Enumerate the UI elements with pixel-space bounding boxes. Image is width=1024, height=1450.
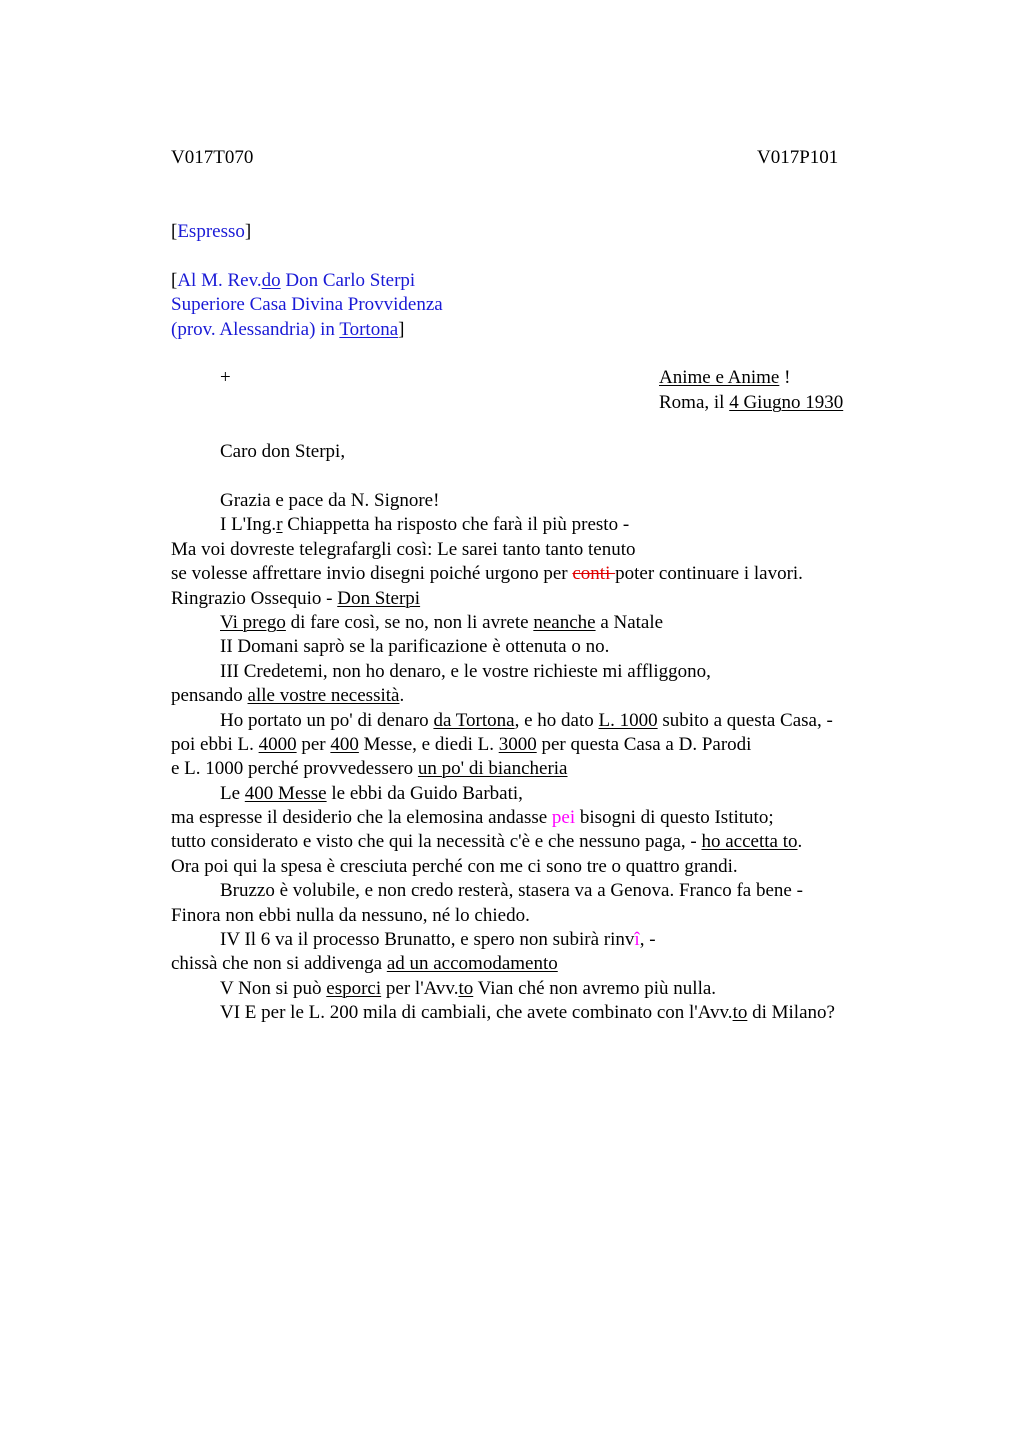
body-line: Ora poi qui la spesa è cresciuta perché con me ci sono tre o quattro grandi.	[171, 855, 738, 877]
archive-code-right: V017P101	[757, 147, 839, 168]
body-line: Ho portato un po' di denaro da Tortona, e ho dato L. 1000 subito a questa Casa, -	[220, 709, 833, 731]
body-line: VI E per le L. 200 mila di cambiali, che avete combinato con l'Avv.to di Milano?	[220, 1002, 835, 1024]
body-line: chissà che non si addivenga ad un accomodamento	[171, 953, 558, 975]
body-line: pensando alle vostre necessità.	[171, 685, 405, 707]
deleted-word: conti	[572, 563, 616, 585]
archive-code-left: V017T070	[171, 147, 254, 168]
salutation: Caro don Sterpi,	[220, 441, 346, 462]
espresso-text: Espresso	[177, 221, 245, 242]
body-line: IV Il 6 va il processo Brunatto, e spero non subirà rinvî, -	[220, 929, 656, 951]
body-line: I L'Ing.r Chiappetta ha risposto che farà il più presto -	[220, 514, 630, 536]
place-date: Roma, il 4 Giugno 1930	[659, 392, 844, 413]
body-line: ma espresse il desiderio che la elemosina andasse pei bisogni di questo Istituto;	[171, 807, 774, 829]
address-line-1: [Al M. Rev.do Don Carlo Sterpi	[171, 270, 416, 291]
body-line: Vi prego di fare così, se no, non li avrete neanche a Natale	[220, 611, 664, 633]
espresso-note: [Espresso]	[171, 221, 252, 242]
body-line: tutto considerato e visto che qui la necessità c'è e che nessuno paga, - ho accetta to.	[171, 831, 803, 853]
letter-body	[171, 489, 911, 1026]
address-line-3: (prov. Alessandria) in Tortona]	[171, 319, 405, 340]
letter-date: 4 Giugno 1930	[729, 392, 844, 413]
body-line: II Domani saprò se la parificazione è ottenuta o no.	[220, 636, 610, 658]
body-line: Ma voi dovreste telegrafargli così: Le sarei tanto tanto tenuto	[171, 538, 636, 560]
body-line: III Credetemi, non ho denaro, e le vostre richieste mi affliggono,	[220, 660, 711, 682]
body-line: Finora non ebbi nulla da nessuno, né lo chiedo.	[171, 904, 530, 926]
motto: Anime e Anime !	[659, 367, 791, 388]
body-line: Bruzzo è volubile, e non credo resterà, stasera va a Genova. Franco fa bene -	[220, 880, 803, 902]
body-line: Grazia e pace da N. Signore!	[220, 490, 440, 511]
body-line: Ringrazio Ossequio - Don Sterpi	[171, 587, 421, 609]
body-line: V Non si può esporci per l'Avv.to Vian ché non avremo più nulla.	[220, 977, 717, 999]
body-line: Le 400 Messe le ebbi da Guido Barbati,	[220, 782, 523, 804]
address-line-2: Superiore Casa Divina Provvidenza	[171, 294, 443, 315]
body-line: e L. 1000 perché provvedessero un po' di biancheria	[171, 758, 568, 780]
cross-symbol: +	[220, 367, 231, 388]
body-line: se volesse affrettare invio disegni poiché urgono per conti poter continuare i lavori.	[171, 563, 803, 585]
body-line: poi ebbi L. 4000 per 400 Messe, e diedi L. 3000 per questa Casa a D. Parodi	[171, 733, 752, 755]
